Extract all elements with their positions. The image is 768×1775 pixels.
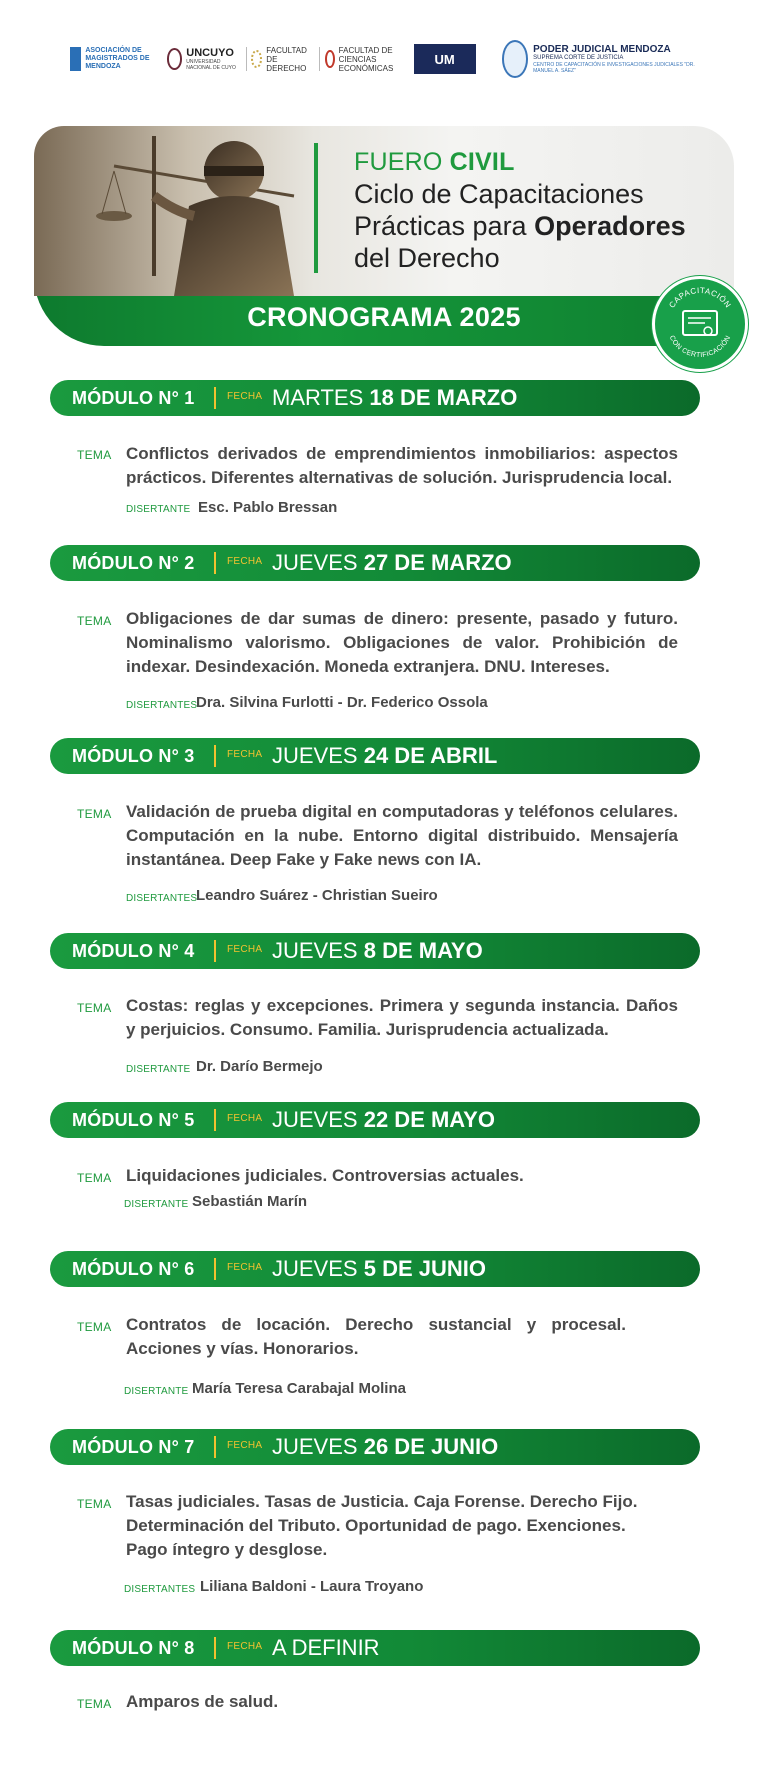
certificate-icon [655,279,745,369]
module-3-speakers: Leandro Suárez - Christian Sueiro [196,887,438,904]
economicas-logo: FACULTAD DE CIENCIAS ECONÓMICAS [325,46,402,73]
module-divider [214,745,216,767]
module-date: A DEFINIR [272,1635,380,1660]
module-3-bar: MÓDULO N° 3 FECHA JUEVES 24 DE ABRIL [50,738,700,774]
logo-bar [70,34,710,84]
derecho-icon [251,50,262,68]
module-date: JUEVES 5 DE JUNIO [272,1256,486,1281]
module-6-speakers: María Teresa Carabajal Molina [192,1380,406,1397]
page-title: Ciclo de Capacitaciones Prácticas para Operadores del Derecho [354,179,686,273]
header-divider [314,143,318,273]
module-5-bar: MÓDULO N° 5 FECHA JUEVES 22 DE MAYO [50,1102,700,1138]
module-1-bar: MÓDULO N° 1 FECHA MARTES 18 DE MARZO [50,380,700,416]
module-date: JUEVES 8 DE MAYO [272,938,483,963]
module-divider [214,940,216,962]
fuero-title: FUERO CIVIL [354,148,515,176]
module-7-speakers: Liliana Baldoni - Laura Troyano [200,1578,424,1595]
lady-justice-image [94,126,324,296]
um-logo: UM [414,44,476,74]
module-4-bar: MÓDULO N° 4 FECHA JUEVES 8 DE MAYO [50,933,700,969]
magistrados-logo: ASOCIACIÓN DE MAGISTRADOS DE MENDOZA [70,47,161,71]
module-3-tema: Validación de prueba digital en computadoras y teléfonos celulares. Computación en la nube. Entorno digital distribuido. Mensajería instantánea. Deep Fake y Fake news con IA. [126,802,678,869]
module-5-tema: Liquidaciones judiciales. Controversias actuales. [126,1166,524,1185]
module-1-tema: Conflictos derivados de emprendimientos inmobiliarios: aspectos prácticos. Diferentes alternativas de solución. Jurisprudencia local. [126,444,678,487]
magistrados-icon [70,47,81,71]
uncuyo-logo: UNCUYO UNIVERSIDAD NACIONAL DE CUYO [167,48,241,71]
module-8-bar: MÓDULO N° 8 FECHA A DEFINIR [50,1630,700,1666]
module-date: JUEVES 26 DE JUNIO [272,1434,499,1459]
module-date: JUEVES 24 DE ABRIL [272,743,498,768]
module-2-speakers: Dra. Silvina Furlotti - Dr. Federico Ossola [196,694,488,711]
certification-seal [652,276,748,372]
poder-judicial-logo: PODER JUDICIAL MENDOZA SUPREMA CORTE DE JUSTICIA CENTRO DE CAPACITACIÓN E INVESTIGACIONES JUDICIALES "DR. MANUEL A. SÁEZ" [502,40,710,78]
module-2-tema: Obligaciones de dar sumas de dinero: presente, pasado y futuro. Nominalismo valorismo. Obligaciones de valor. Prohibición de indexar. Desindexación. Moneda extranjera. DNU. Intereses. [126,609,678,676]
module-6-tema: Contratos de locación. Derecho sustancial y procesal. Acciones y vías. Honorarios. [126,1315,626,1358]
module-4-speakers: Dr. Darío Bermejo [196,1058,323,1075]
uncuyo-seal-icon [167,48,182,70]
module-date: JUEVES 22 DE MAYO [272,1107,495,1132]
svg-text:CAPACITACIÓN: CAPACITACIÓN [667,285,733,310]
module-divider [214,1109,216,1131]
logo-divider [246,47,247,71]
module-date: JUEVES 27 DE MARZO [272,550,512,575]
module-4-tema: Costas: reglas y excepciones. Primera y segunda instancia. Daños y perjuicios. Consumo. Familia. Jurisprudencia actualizada. [126,996,678,1039]
economicas-icon [325,50,335,68]
module-divider [214,1436,216,1458]
module-7-tema: Tasas judiciales. Tasas de Justicia. Caja Forense. Derecho Fijo. Determinación del Tributo. Oportunidad de pago. Exenciones. Pago íntegro y desglose. [126,1492,638,1559]
logo-divider [319,47,320,71]
module-8-tema: Amparos de salud. [126,1692,279,1711]
module-divider [214,387,216,409]
module-date: MARTES 18 DE MARZO [272,385,518,410]
module-2-bar: MÓDULO N° 2 FECHA JUEVES 27 DE MARZO [50,545,700,581]
svg-text:CON CERTIFICACIÓN: CON CERTIFICACIÓN [667,334,733,360]
module-7-bar: MÓDULO N° 7 FECHA JUEVES 26 DE JUNIO [50,1429,700,1465]
cronograma-title: CRONOGRAMA 2025 [247,302,521,332]
coat-of-arms-icon [502,40,528,78]
module-divider [214,1637,216,1659]
module-6-bar: MÓDULO N° 6 FECHA JUEVES 5 DE JUNIO [50,1251,700,1287]
module-5-speakers: Sebastián Marín [192,1193,308,1210]
module-divider [214,552,216,574]
derecho-logo: FACULTAD DE DERECHO [251,46,314,73]
module-divider [214,1258,216,1280]
module-1-speakers: Esc. Pablo Bressan [198,499,338,516]
